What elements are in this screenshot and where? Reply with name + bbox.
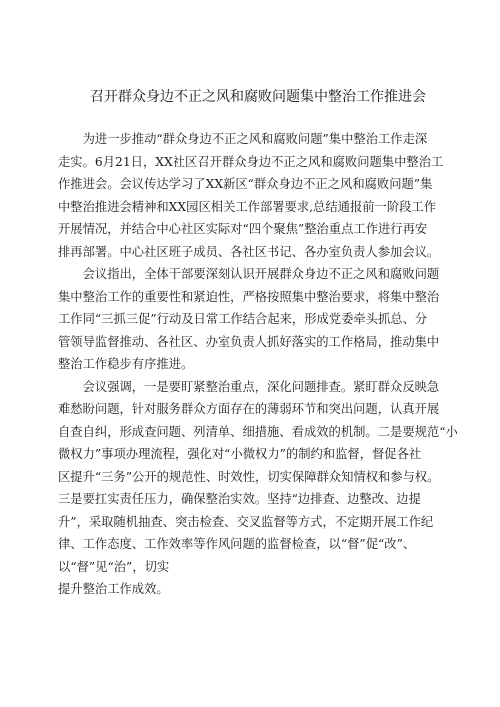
body-line: 整治工作稳步有序推进。 bbox=[58, 357, 194, 371]
body-line: 以“督”见“治”，切实 bbox=[58, 559, 170, 574]
body-line: 会议指出，全体干部要深刻认识开展群众身边不正之风和腐败问题 bbox=[58, 267, 440, 281]
body-line: 律、工作态度、工作效率等作风问题的监督检查，以“督”促“改”、 bbox=[58, 537, 416, 551]
body-line: 为进一步推动“群众身边不正之风和腐败问题”集中整治工作走深 bbox=[58, 132, 428, 146]
body-line: 微权力”事项办理流程，强化对“小微权力”的制约和监督，督促各社 bbox=[58, 447, 422, 461]
body-line: 管领导监督推动、各社区、办室负责人抓好落实的工作格局，推动集中 bbox=[58, 334, 440, 349]
body-line: 开展情况，并结合中心社区实际对“四个聚焦”整治重点工作进行再安 bbox=[58, 222, 428, 236]
document-title: 召开群众身边不正之风和腐败问题集中整治工作推进会 bbox=[90, 89, 426, 105]
body-line: 提升整治工作成效。 bbox=[58, 582, 169, 596]
body-line: 走实。6月21日，XX社区召开群众身边不正之风和腐败问题集中整治工 bbox=[58, 154, 444, 169]
body-line: 三是要扛实责任压力，确保整治实效。坚持“边排查、边整改、边提 bbox=[58, 492, 421, 506]
body-line: 中整治推进会精神和XX园区相关工作部署要求,总结通报前一阶段工作 bbox=[58, 199, 437, 214]
body-line: 区提升“三务”公开的规范性、时效性，切实保障群众知情权和参与权。 bbox=[58, 469, 440, 484]
body-line: 难愁盼问题，针对服务群众方面存在的薄弱环节和突出问题，认真开展 bbox=[58, 402, 440, 416]
body-line: 集中整治工作的重要性和紧迫性，严格按照集中整治要求，将集中整治 bbox=[58, 289, 440, 304]
body-line: 会议强调，一是要盯紧整治重点，深化问题排查。紧盯群众反映急 bbox=[58, 379, 440, 394]
body-line: 排再部署。中心社区班子成员、各社区书记、各办室负责人参加会议。 bbox=[58, 244, 440, 259]
body-line: 升”，采取随机抽查、突击检查、交叉监督等方式，不定期开展工作纪 bbox=[58, 514, 434, 529]
body-line: 作推进会。会议传达学习了XX新区“群众身边不正之风和腐败问题”集 bbox=[58, 177, 433, 191]
document-body bbox=[58, 128, 468, 601]
body-line: 自查自纠，形成查问题、列清单、细措施、看成效的机制。二是要规范“小 bbox=[58, 424, 458, 439]
body-line: 工作同“三抓三促”行动及日常工作结合起来，形成党委牵头抓总、分 bbox=[58, 312, 428, 326]
